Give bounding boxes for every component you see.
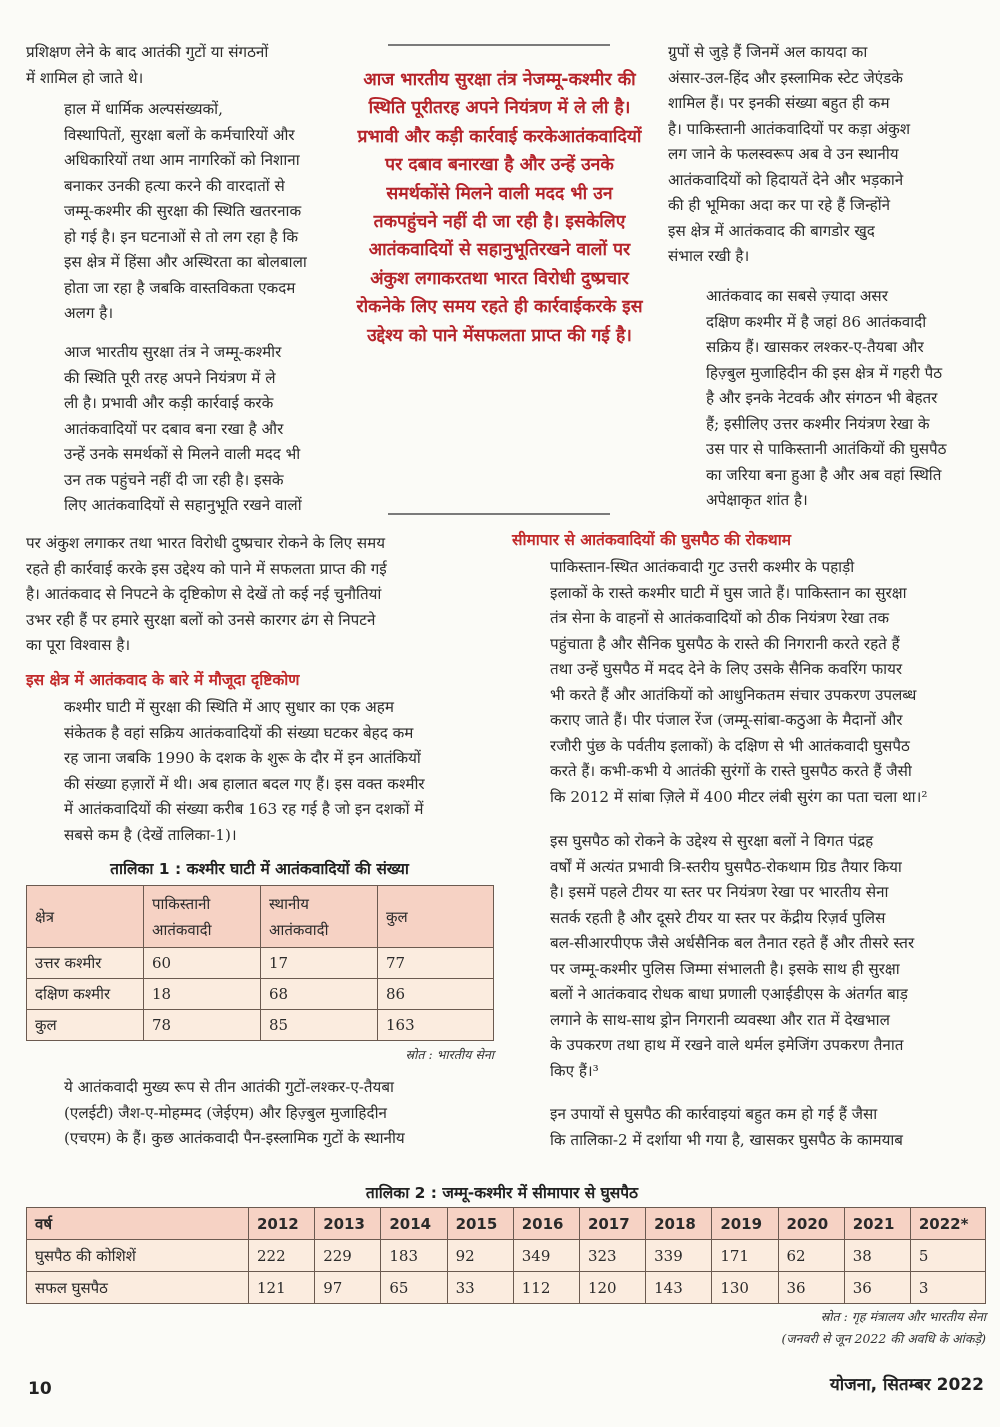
table2-header: 2020	[778, 1208, 844, 1240]
table-row	[27, 1272, 986, 1304]
table-cell: 85	[261, 1010, 378, 1041]
table2	[26, 1207, 986, 1304]
table-row	[27, 948, 494, 979]
text-line: ग्रुपों से जुड़े हैं जिनमें अल कायदा का	[668, 43, 868, 61]
table-cell: 62	[778, 1240, 844, 1272]
text-line: तथा भारत विरोधी दुष्प्रचार रोकने	[356, 268, 629, 318]
text-line: बल-सीआरपीएफ जैसे अर्धसैनिक बल तैनात रहते हैं और तीसरे स्तर	[550, 934, 915, 952]
table2-header: 2017	[579, 1208, 645, 1240]
text-line: पहुंचाता है और सैनिक घुसपैठ के रास्ते की निगरानी करते रहते हैं	[550, 634, 900, 653]
text-line: तरह अपने नियंत्रण में ले ली है।	[433, 98, 631, 119]
table-cell: 18	[144, 979, 261, 1010]
text-line: भी करते हैं और आतंकियों को आधुनिकतम संचार उपकरण उपलब्ध	[550, 685, 917, 704]
table2-header: 2013	[315, 1208, 381, 1240]
text-line: लिए आतंकवादियों से सहानुभूति	[368, 212, 626, 261]
text-line: ली है। प्रभावी और कड़ी कार्रवाई करके	[64, 394, 274, 412]
table-cell: 222	[249, 1240, 315, 1272]
text-line: होता जा रहा है जबकि वास्तविकता एकदम	[64, 278, 296, 297]
text-line: की संख्या हज़ारों में थी। अब हालात बदल गए हैं। इस वक्त कश्मीर	[64, 774, 425, 793]
text-line: करके इस उद्देश्य को पाने में	[367, 297, 643, 346]
left-para-1	[26, 40, 344, 91]
text-line: अंसार-उल-हिंद और इस्लामिक स्टेट जेएंडके	[668, 68, 903, 87]
table-cell: 171	[712, 1240, 778, 1272]
text-line: के लिए समय रहते ही कार्रवाई	[391, 297, 582, 318]
pullquote-bottom-rule	[388, 513, 610, 515]
table-cell: 78	[144, 1010, 261, 1041]
table-cell: 229	[315, 1240, 381, 1272]
right-para-3	[512, 555, 978, 810]
table-cell: 120	[579, 1272, 645, 1304]
table-cell: 60	[144, 948, 261, 979]
text-line: इस क्षेत्र में आतंकवाद की बागडोर खुद	[668, 221, 875, 240]
text-line: कि तालिका-2 में दर्शाया भी गया है, खासकर घुसपैठ के कामयाब	[550, 1130, 903, 1149]
table2-header: 2015	[447, 1208, 513, 1240]
text-line: पहुंचने नहीं दी जा रही है। इसके	[397, 212, 600, 233]
text-line: उन तक पहुंचने नहीं दी जा रही है। इसके	[64, 470, 284, 489]
table-cell: कुल	[27, 1010, 144, 1041]
text-line: लग जाने के फलस्वरूप अब वे उन स्थानीय	[668, 145, 899, 163]
table-cell: 86	[378, 979, 494, 1010]
table2-header: 2019	[712, 1208, 778, 1240]
right-para-5	[512, 1102, 978, 1153]
text-line: इस घुसपैठ को रोकने के उद्देश्य से सुरक्षा बलों ने विगत पंद्रह	[550, 832, 874, 850]
table-cell: 143	[646, 1272, 712, 1304]
text-line: पर अंकुश लगाकर तथा भारत विरोधी दुष्प्रचार रोकने के लिए समय	[26, 534, 386, 552]
text-line: संकेतक है वहां सक्रिय आतंकवादियों की संख्या घटकर बेहद कम	[64, 723, 414, 742]
table-cell: 339	[646, 1240, 712, 1272]
table-cell: 130	[712, 1272, 778, 1304]
table-cell: 183	[381, 1240, 447, 1272]
table-row	[27, 979, 494, 1010]
table1-header: पाकिस्तानी आतंकवादी	[144, 886, 261, 948]
text-line: रखने वालों पर अंकुश लगाकर	[370, 240, 631, 289]
text-line: जम्मू-कश्मीर की स्थिति पूरी	[368, 70, 636, 119]
table2-header-row	[27, 1208, 986, 1240]
text-line: रह जाना जबकि 1990 के दशक के शुरू के दौर में इन आतंकियों	[64, 749, 421, 767]
table2-caption: तालिका 2 : जम्मू-कश्मीर में सीमापार से घुसपैठ	[365, 1184, 639, 1202]
table-cell: 323	[579, 1240, 645, 1272]
text-line: शामिल हैं। पर इनकी संख्या बहुत ही कम	[668, 94, 890, 112]
text-line: सतर्क रहती है और दूसरे टीयर या स्तर पर केंद्रीय रिज़र्व पुलिस	[550, 908, 886, 927]
text-line: सबसे कम है (देखें तालिका-1)।	[64, 825, 237, 844]
table2-header: 2016	[513, 1208, 579, 1240]
right-para-2	[668, 284, 978, 514]
table-cell: 3	[910, 1272, 985, 1304]
text-line: में शामिल हो जाते थे।	[26, 68, 144, 87]
table1-header: कुल	[378, 886, 494, 948]
left-para-3	[26, 340, 344, 519]
text-line: (एचएम) के हैं। कुछ आतंकवादी पैन-इस्लामिक गुटों के स्थानीय	[64, 1129, 405, 1147]
text-line: आतंकवादियों को हिदायतें देने और भड़काने	[668, 170, 904, 189]
text-line: लगाने के साथ-साथ ड्रोन निगरानी व्यवस्था और रात में देखभाल	[550, 1010, 890, 1029]
text-line: हैं; इसीलिए उत्तर कश्मीर नियंत्रण रेखा के	[706, 414, 930, 433]
text-line: में आतंकवादियों की संख्या करीब 163 रह गई है जो इन दशकों में	[64, 800, 424, 818]
table1	[26, 885, 494, 1041]
table2-header: 2014	[381, 1208, 447, 1240]
table-cell: 36	[844, 1272, 910, 1304]
text-line: हाल में धार्मिक अल्पसंख्यकों,	[64, 100, 223, 118]
text-line: प्रभावी और कड़ी कार्रवाई करके	[357, 126, 558, 147]
text-line: वर्षों में अत्यंत प्रभावी त्रि-स्तरीय घुसपैठ-रोकथाम ग्रिड तैयार किया	[550, 857, 902, 876]
text-line: है। आतंकवाद से निपटने के दृष्टिकोण से देखें तो कई नई चुनौतियां	[26, 585, 382, 603]
pullquote	[352, 66, 647, 350]
right-para-4	[512, 829, 978, 1084]
text-line: हो गई है। इन घटनाओं से तो लग रहा है कि	[64, 227, 299, 246]
table2-source: स्रोत : गृह मंत्रालय और भारतीय सेना	[820, 1309, 986, 1324]
table2-header: 2018	[646, 1208, 712, 1240]
table1-header: स्थानीय आतंकवादी	[261, 886, 378, 948]
text-line: कश्मीर घाटी में सुरक्षा की स्थिति में आए सुधार का एक अहम	[64, 698, 394, 716]
table2-header: 2022*	[910, 1208, 985, 1240]
text-line: (एलईटी) जैश-ए-मोहम्मद (जेईएम) और हिज़्बुल मुजाहिदीन	[64, 1103, 387, 1122]
text-line: आतंकवाद का सबसे ज़्यादा असर	[706, 287, 888, 305]
text-line: अधिकारियों तथा आम नागरिकों को निशाना	[64, 151, 300, 169]
table-cell: उत्तर कश्मीर	[27, 948, 144, 979]
table-cell: 349	[513, 1240, 579, 1272]
text-line: हिज़्बुल मुजाहिदीन की इस क्षेत्र में गहरी पैठ	[706, 363, 943, 382]
text-line: है। पाकिस्तानी आतंकवादियों पर कड़ा अंकुश	[668, 119, 911, 138]
table-cell: सफल घुसपैठ	[27, 1272, 249, 1304]
table-row	[27, 1240, 986, 1272]
table1-caption: तालिका 1 : कश्मीर घाटी में आतंकवादियों की संख्या	[110, 860, 409, 878]
text-line: आज भारतीय सुरक्षा तंत्र ने	[363, 70, 533, 90]
left-section-heading: इस क्षेत्र में आतंकवाद के बारे में मौजूदा दृष्टिकोण	[26, 671, 300, 689]
left-para-5	[26, 695, 493, 848]
text-line: आज भारतीय सुरक्षा तंत्र ने जम्मू-कश्मीर	[64, 343, 282, 361]
text-line: कराए जाते हैं। पीर पंजाल रेंज (जम्मू-सांबा-कठुआ के मैदानों और	[550, 711, 903, 729]
text-line: कि 2012 में सांबा ज़िले में 400 मीटर लंबी सुरंग का पता चला था।²	[550, 787, 928, 806]
table1-header-row	[27, 886, 494, 948]
text-line: रहते ही कार्रवाई करके इस उद्देश्य को पाने में सफलता प्राप्त की गई	[26, 559, 387, 578]
right-section-heading: सीमापार से आतंकवादियों की घुसपैठ की रोकथाम	[512, 531, 791, 549]
table-cell: 121	[249, 1272, 315, 1304]
text-line: की स्थिति पूरी तरह अपने नियंत्रण में ले	[64, 368, 276, 387]
text-line: की ही भूमिका अदा कर पा रहे हैं जिन्होंने	[668, 196, 891, 214]
text-line: है और इनके नेटवर्क और संगठन भी बेहतर	[706, 389, 938, 407]
table-cell: 163	[378, 1010, 494, 1041]
pullquote-top-rule	[388, 44, 610, 46]
left-para-6	[26, 1075, 493, 1152]
text-line: किए हैं।³	[550, 1061, 599, 1080]
text-line: उन्हें उनके समर्थकों से मिलने वाली मदद भी	[64, 445, 301, 463]
text-line: बलों ने आतंकवाद रोधक बाधा प्रणाली एआईडीएस के अंतर्गत बाड़	[550, 985, 908, 1003]
table2-header: 2012	[249, 1208, 315, 1240]
table-cell: 97	[315, 1272, 381, 1304]
text-line: सफलता प्राप्त की गई है।	[473, 325, 632, 346]
text-line: तंत्र सेना के वाहनों से आतंकवादियों को ठीक नियंत्रण रेखा तक	[550, 609, 890, 627]
text-line: उभर रही हैं पर हमारे सुरक्षा बलों को उनसे कारगर ढंग से निपटने	[26, 610, 376, 629]
text-line: के उपकरण तथा हाथ में रखने वाले थर्मल इमेजिंग उपकरण तैनात	[550, 1036, 904, 1054]
magazine-footer: योजना, सितम्बर 2022	[829, 1375, 984, 1395]
table-cell: 92	[447, 1240, 513, 1272]
text-line: का पूरा विश्वास है।	[26, 636, 131, 654]
left-para-2	[26, 97, 344, 327]
table2-header: 2021	[844, 1208, 910, 1240]
text-line: तथा उन्हें घुसपैठ में मदद देने के लिए उसके सैनिक कवरिंग फायर	[550, 660, 903, 678]
text-line: संभाल रखी है।	[668, 247, 750, 265]
right-para-1	[668, 40, 978, 270]
text-line: है। इसमें पहले टीयर या स्तर पर नियंत्रण रेखा पर भारतीय सेना	[550, 883, 889, 901]
text-line: इन उपायों से घुसपैठ की कार्रवाइयां बहुत कम हो गई हैं जैसा	[550, 1105, 878, 1123]
text-line: उस पार से पाकिस्तानी आतंकियों की घुसपैठ	[706, 440, 947, 458]
text-line: दक्षिण कश्मीर में है जहां 86 आतंकवादी	[706, 312, 927, 331]
table-cell: 5	[910, 1240, 985, 1272]
left-para-4	[26, 531, 493, 659]
text-line: इस क्षेत्र में हिंसा और अस्थिरता का बोलबाला	[64, 253, 307, 271]
text-line: करते हैं। कभी-कभी ये आतंकी सुरंगों के रास्ते घुसपैठ करते हैं जैसी	[550, 762, 912, 780]
text-line: ये आतंकवादी मुख्य रूप से तीन आतंकी गुटों-लश्कर-ए-तैयबा	[64, 1078, 394, 1096]
table1-source: स्रोत : भारतीय सेना	[405, 1047, 494, 1062]
text-line: आतंकवादियों पर दबाव बना	[385, 126, 642, 176]
text-line: प्रशिक्षण लेने के बाद आतंकी गुटों या संगठनों	[26, 43, 269, 61]
table-cell: 17	[261, 948, 378, 979]
text-line: आतंकवादियों पर दबाव बना रखा है और	[64, 419, 284, 438]
text-line: पाकिस्तान-स्थित आतंकवादी गुट उत्तरी कश्मीर के पहाड़ी	[550, 558, 855, 576]
text-line: लिए आतंकवादियों से सहानुभूति रखने वालों	[64, 496, 302, 514]
table-cell: दक्षिण कश्मीर	[27, 979, 144, 1010]
table2-header: वर्ष	[27, 1208, 249, 1240]
table-cell: 112	[513, 1272, 579, 1304]
table-cell: 38	[844, 1240, 910, 1272]
table-cell: 33	[447, 1272, 513, 1304]
text-line: रजौरी पुंछ के पर्वतीय इलाकों) के दक्षिण से भी आतंकवादी घुसपैठ	[550, 736, 910, 755]
table2-note: (जनवरी से जून 2022 की अवधि के आंकड़े)	[781, 1331, 986, 1346]
page-number: 10	[28, 1379, 52, 1399]
text-line: पर जम्मू-कश्मीर पुलिस जिम्मा संभालती है। इसके साथ ही सुरक्षा	[550, 959, 900, 978]
text-line: बनाकर उनकी हत्या करने की वारदातों से	[64, 176, 285, 195]
table-cell: घुसपैठ की कोशिशें	[27, 1240, 249, 1272]
text-line: अलग है।	[64, 304, 114, 322]
table-cell: 68	[261, 979, 378, 1010]
text-line: का जरिया बना हुआ है और अब वहां स्थिति	[706, 465, 942, 484]
table-cell: 36	[778, 1272, 844, 1304]
text-line: सक्रिय हैं। खासकर लश्कर-ए-तैयबा और	[706, 338, 924, 356]
text-line: विस्थापितों, सुरक्षा बलों के कर्मचारियों और	[64, 125, 295, 144]
table-row	[27, 1010, 494, 1041]
text-line: से मिलने वाली मदद भी उन तक	[373, 183, 613, 233]
table1-header: क्षेत्र	[27, 886, 144, 948]
text-line: जम्मू-कश्मीर की सुरक्षा की स्थिति खतरनाक	[64, 202, 302, 220]
text-line: इलाकों के रास्ते कश्मीर घाटी में घुस जाते हैं। पाकिस्तान का सुरक्षा	[550, 583, 907, 602]
text-line: रखा है और उन्हें उनके समर्थकों	[386, 155, 614, 204]
table-cell: 77	[378, 948, 494, 979]
text-line: अपेक्षाकृत शांत है।	[706, 491, 808, 509]
table-cell: 65	[381, 1272, 447, 1304]
